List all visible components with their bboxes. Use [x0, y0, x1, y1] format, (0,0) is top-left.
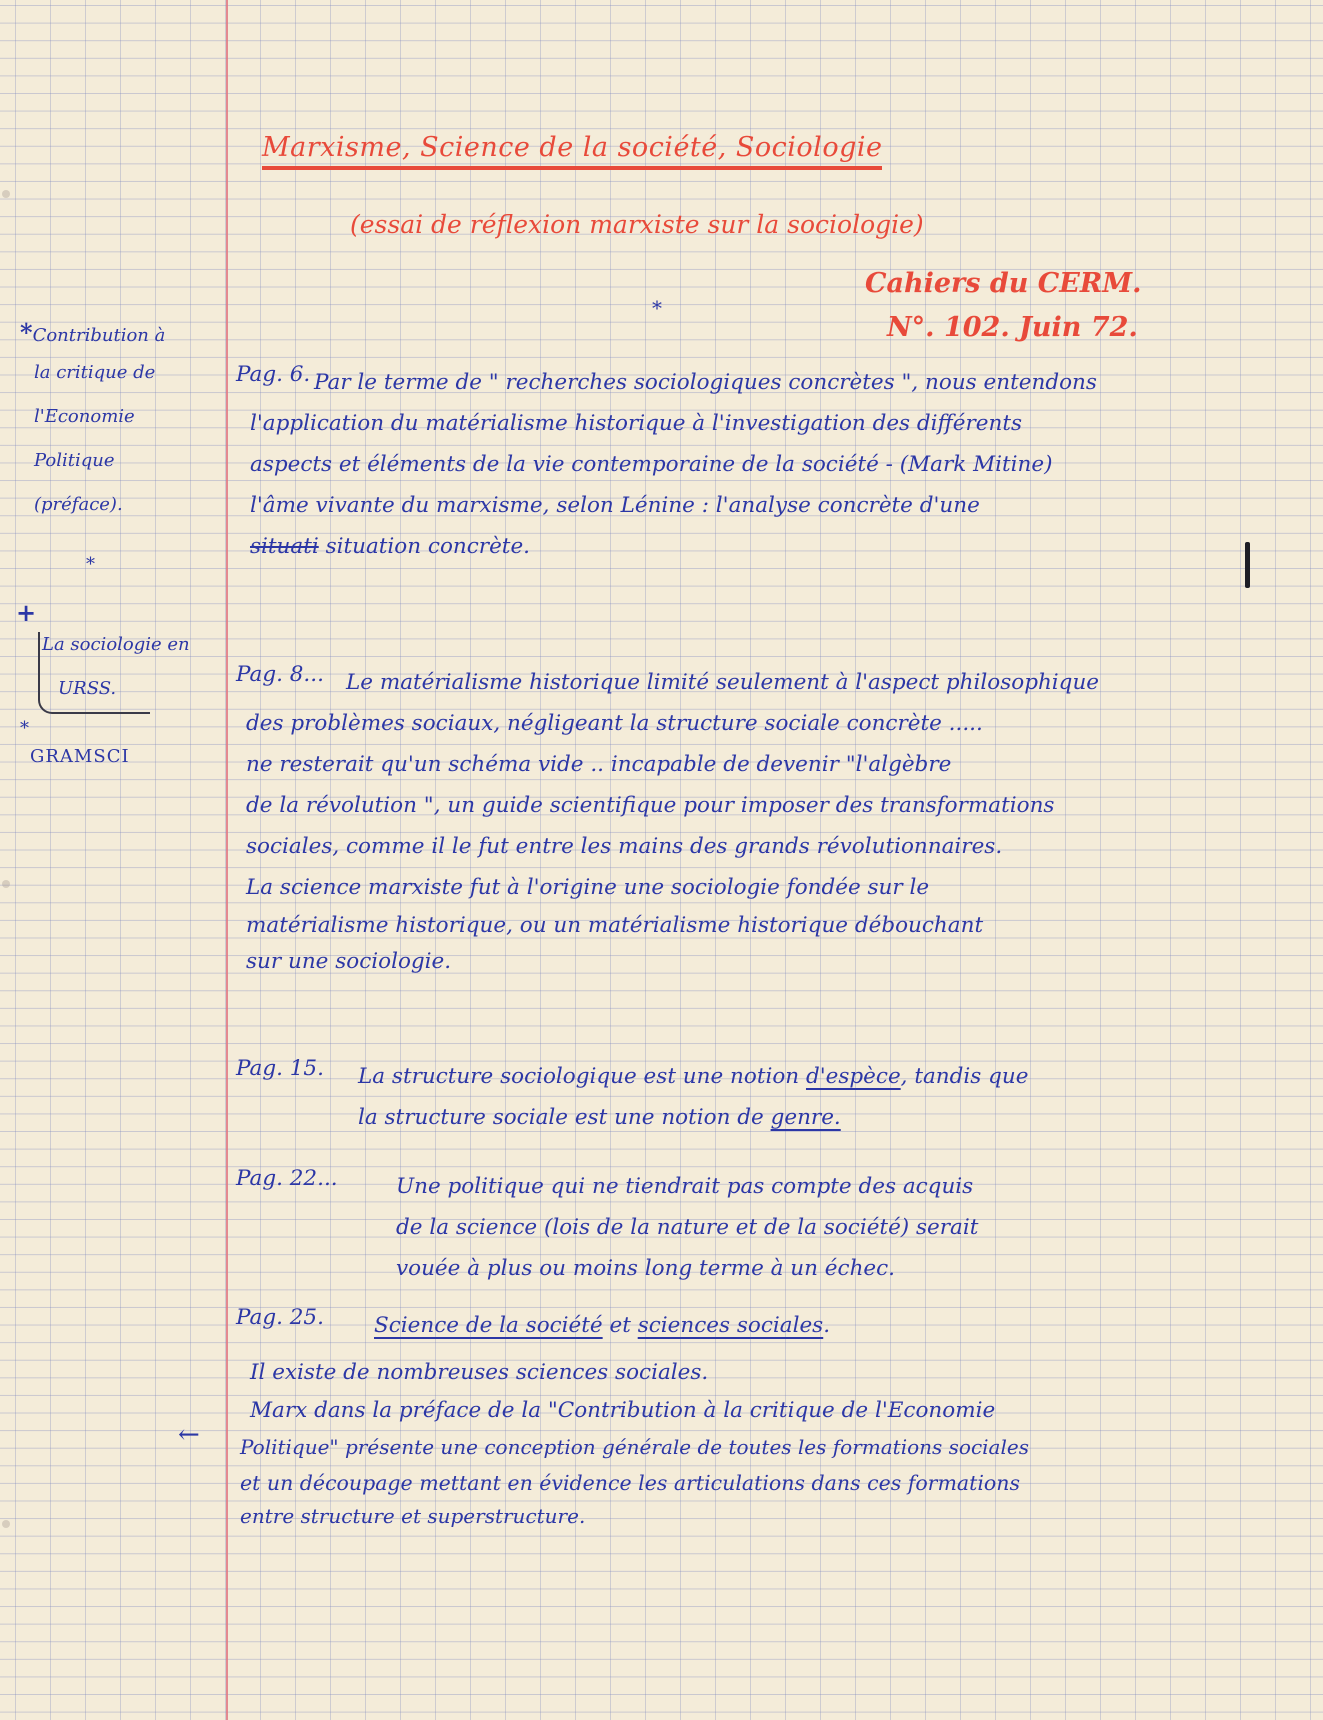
plus-mark: +	[16, 598, 37, 627]
text-line: Politique" présente une conception générale de toutes les formations sociales	[240, 1435, 1029, 1459]
text-line: l'âme vivante du marxisme, selon Lénine : l'analyse concrète d'une	[250, 493, 980, 518]
star-mark: *	[20, 718, 29, 739]
page-title: Marxisme, Science de la société, Sociologie	[262, 132, 882, 170]
margin-note: (préface).	[34, 494, 123, 515]
margin-rule	[226, 0, 228, 1720]
source-line-2: N°. 102. Juin 72.	[887, 312, 1138, 343]
text-line: la structure sociale est une notion de genre.	[358, 1105, 841, 1130]
margin-note: la critique de	[34, 362, 156, 383]
struck-word: situati	[250, 534, 319, 559]
punch-hole	[2, 190, 10, 198]
text-line: Science de la société et sciences sociales.	[374, 1313, 831, 1338]
page-reference: Pag. 25.	[236, 1305, 324, 1330]
page-reference: Pag. 22...	[236, 1166, 338, 1191]
text-line: et un découpage mettant en évidence les articulations dans ces formations	[240, 1471, 1021, 1495]
text-line: La structure sociologique est une notion d'espèce, tandis que	[358, 1064, 1029, 1089]
margin-note: La sociologie en	[42, 634, 190, 655]
text-line: l'application du matérialisme historique à l'investigation des différents	[250, 411, 1023, 436]
note-entry-pag-25	[236, 1305, 1029, 1531]
star-mark: *	[652, 296, 662, 320]
note-entry-pag-22	[236, 1166, 978, 1289]
punch-hole	[2, 1520, 10, 1528]
text-line: de la révolution ", un guide scientifique pour imposer des transformations	[246, 793, 1055, 818]
text-line: sur une sociologie.	[246, 949, 452, 974]
page-subtitle: (essai de réflexion marxiste sur la sociologie)	[350, 210, 924, 239]
source-reference	[865, 262, 1195, 350]
text-line: Par le terme de " recherches sociologiques concrètes ", nous entendons	[314, 370, 1097, 395]
note-entry-pag-8	[236, 662, 1099, 980]
text-line: La science marxiste fut à l'origine une sociologie fondée sur le	[246, 875, 930, 900]
margin-note: GRAMSCI	[30, 746, 130, 767]
text-line: Le matérialisme historique limité seulement à l'aspect philosophique	[346, 670, 1100, 695]
text-line: des problèmes sociaux, négligeant la structure sociale concrète .....	[246, 711, 983, 736]
underlined-phrase: Science de la société	[374, 1313, 603, 1338]
text-line: de la science (lois de la nature et de la société) serait	[396, 1215, 979, 1240]
punch-hole	[2, 880, 10, 888]
left-arrow-icon: ←	[178, 1420, 200, 1450]
page-reference: Pag. 8...	[236, 662, 324, 687]
vertical-mark	[1245, 542, 1250, 588]
text-line: vouée à plus ou moins long terme à un échec.	[396, 1256, 896, 1281]
text-line: entre structure et superstructure.	[240, 1504, 586, 1528]
margin-note-text: Contribution à	[32, 325, 166, 346]
star-mark: *	[20, 318, 33, 347]
star-mark: *	[86, 554, 95, 575]
underlined-word: genre.	[770, 1105, 841, 1130]
text-line: aspects et éléments de la vie contemporaine de la société - (Mark Mitine)	[250, 452, 1053, 477]
margin-note: URSS.	[58, 678, 117, 699]
bracket-mark	[38, 632, 150, 714]
margin-note: l'Economie	[34, 406, 135, 427]
text-line: ne resterait qu'un schéma vide .. incapable de devenir "l'algèbre	[246, 752, 952, 777]
underlined-phrase: sciences sociales	[637, 1313, 824, 1338]
text-line: Une politique qui ne tiendrait pas compte des acquis	[396, 1174, 974, 1199]
text-line: Il existe de nombreuses sciences sociales.	[250, 1360, 709, 1385]
underlined-word: d'espèce	[805, 1064, 901, 1089]
text-line: situati situation concrète.	[250, 534, 531, 559]
text-line: sociales, comme il le fut entre les mains des grands révolutionnaires.	[246, 834, 1003, 859]
text-line: matérialisme historique, ou un matérialisme historique débouchant	[246, 913, 984, 938]
text-line: Marx dans la préface de la "Contribution à la critique de l'Economie	[250, 1398, 996, 1423]
note-entry-pag-15	[236, 1056, 1029, 1138]
page-reference: Pag. 6.	[236, 362, 311, 387]
page-reference: Pag. 15.	[236, 1056, 324, 1081]
note-entry-pag-6	[236, 362, 1097, 567]
margin-note	[20, 318, 165, 347]
source-line-1: Cahiers du CERM.	[865, 268, 1142, 299]
margin-note: Politique	[34, 450, 115, 471]
